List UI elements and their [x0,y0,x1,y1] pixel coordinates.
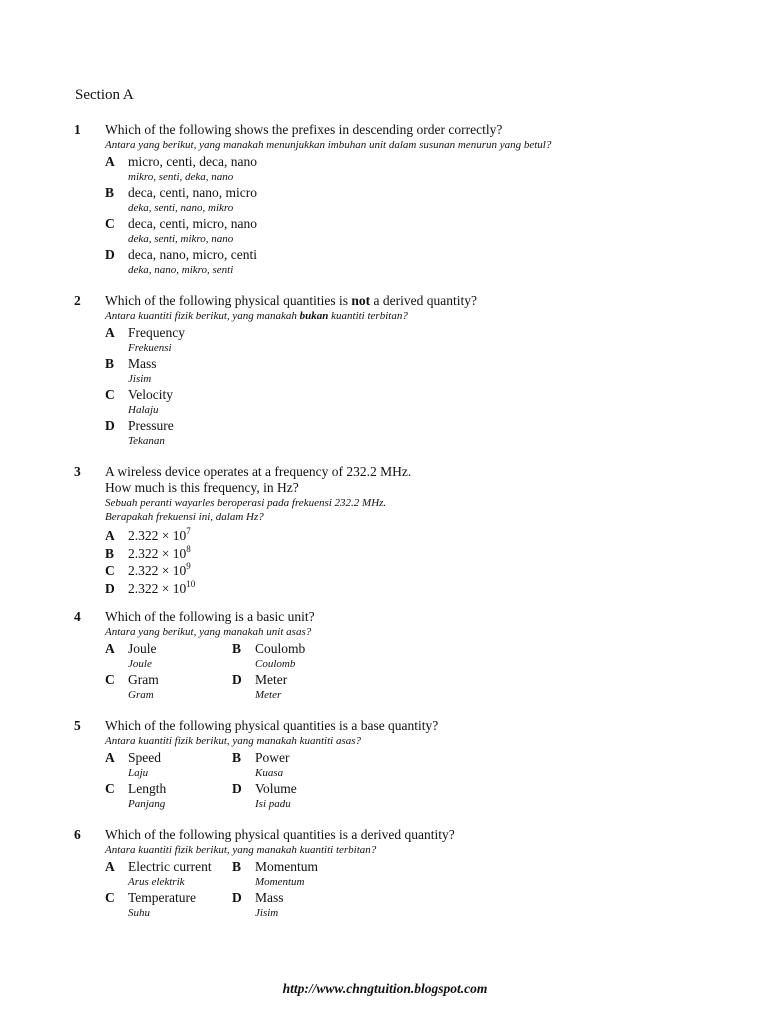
option-value: $2.322 \times 10^7$ [128,526,191,543]
option-b[interactable] [105,543,705,564]
option-d[interactable] [105,418,705,449]
section-title: Section A [75,87,134,103]
option-letter: D [105,247,115,262]
question-text-en: A wireless device operates at a frequency of 232.2 MHz. [105,464,412,479]
option-letter: C [105,672,115,687]
question-body [105,293,705,449]
question-text-en: Which of the following is a basic unit? [105,609,315,624]
option-letter: B [105,545,115,561]
option-a[interactable] [105,154,705,185]
exponent: 9 [186,561,191,571]
option-letter: A [105,325,115,340]
option-c[interactable] [105,216,705,247]
option-text-en: deca, centi, nano, micro [128,185,257,200]
option-text-en: Mass [128,356,157,371]
option-text-ms: Frekuensi [128,342,172,354]
option-text-ms: deka, nano, mikro, senti [128,264,234,276]
option-text-en: Momentum [255,859,318,874]
exponent: 8 [186,543,191,554]
option-text-en: Pressure [128,418,174,433]
option-letter: A [105,154,115,169]
option-letter: C [105,387,115,402]
option-letter: B [232,750,242,765]
option-letter: B [232,641,242,656]
question-number: 4 [74,609,81,624]
option-value: $2.322 \times 10^{10}$ [128,578,196,596]
option-grid [105,859,705,921]
option-text-ms: deka, senti, nano, mikro [128,202,234,214]
question-body [105,718,705,812]
option-letter: D [232,890,242,905]
option-text-ms: Coulomb [255,658,296,670]
option-value: $2.322 \times 10^9$ [128,561,191,578]
option-text-en: Frequency [128,325,185,340]
option-text-en: Gram [128,672,159,687]
question-body [105,827,705,921]
option-text-en: Temperature [128,890,197,905]
option-letter: A [105,859,115,874]
option-letter: B [232,859,242,874]
option-text-en: Volume [255,781,297,796]
option-letter: D [105,418,115,433]
option-letter: C [105,781,115,796]
question-text-en: Which of the following physical quantities is not a derived quantity? [105,293,477,308]
option-letter: B [105,185,115,200]
option-value: $2.322 \times 10^8$ [128,543,191,561]
option-list [105,325,705,449]
question-number: 3 [74,464,81,479]
option-d[interactable] [105,578,705,599]
option-text-en: deca, centi, micro, nano [128,216,257,231]
option-text-ms: Jisim [255,907,279,919]
footer-url: http://www.chngtuition.blogspot.com [282,981,488,996]
option-text-ms: Arus elektrik [128,876,185,888]
option-list [105,528,705,598]
option-b[interactable] [105,356,705,387]
option-letter: C [105,890,115,905]
question-text-ms: Berapakah frekuensi ini, dalam Hz? [105,511,264,523]
question-text-ms: Sebuah peranti wayarles beroperasi pada frekuensi 232.2 MHz. [105,497,387,509]
question-body [105,464,705,598]
option-a[interactable] [105,325,705,356]
option-text-ms: Laju [128,767,149,779]
option-text-ms: Kuasa [255,767,284,779]
option-text-ms: Joule [128,658,152,670]
option-letter: C [105,563,115,578]
option-text-ms: Panjang [128,798,166,810]
question-text-en: Which of the following physical quantities is a derived quantity? [105,827,455,842]
option-text-ms: Isi padu [255,798,291,810]
option-text-ms: mikro, senti, deka, nano [128,171,234,183]
question-text-en: Which of the following shows the prefixes in descending order correctly? [105,122,503,137]
option-list [105,154,705,278]
option-letter: A [105,641,115,656]
question-body [105,609,705,703]
question-text-ms: Antara kuantiti fizik berikut, yang manakah bukan kuantiti terbitan? [105,310,408,322]
question-text-ms: Antara yang berikut, yang manakah menunjukkan imbuhan unit dalam susunan menurun yang betul? [105,139,552,151]
option-text-ms: Momentum [255,876,305,888]
option-b[interactable] [105,185,705,216]
exponent: 10 [186,578,196,589]
option-text-ms: Suhu [128,907,150,919]
option-text-en: Speed [128,750,161,765]
option-letter: C [105,216,115,231]
option-text-en: Coulomb [255,641,306,656]
question-text-ms: Antara yang berikut, yang manakah unit asas? [105,626,312,638]
question-text-ms: Antara kuantiti fizik berikut, yang manakah kuantiti asas? [105,735,362,747]
option-text-en: micro, centi, deca, nano [128,154,257,169]
option-text-ms: Jisim [128,373,152,385]
option-text-ms: Halaju [128,404,159,416]
option-text-en: deca, nano, micro, centi [128,247,257,262]
option-text-en: Joule [128,641,157,656]
option-c[interactable] [105,387,705,418]
question-number: 6 [74,827,81,842]
option-text-en: Velocity [128,387,173,402]
emphasis-bukan: bukan [299,310,329,322]
option-letter: B [105,356,115,371]
question-body [105,122,705,278]
question-number: 1 [74,122,81,137]
option-text-ms: Gram [128,689,154,701]
option-text-en: Length [128,781,167,796]
question-text-en: How much is this frequency, in Hz? [105,480,299,495]
exponent: 7 [186,526,191,536]
option-text-ms: Meter [255,689,282,701]
question-text-en: Which of the following physical quantities is a base quantity? [105,718,439,733]
option-letter: A [105,528,115,543]
option-d[interactable] [105,247,705,278]
option-letter: D [232,672,242,687]
question-number: 2 [74,293,81,308]
option-a[interactable] [105,528,705,546]
option-letter: A [105,750,115,765]
option-text-en: Electric current [128,859,212,874]
option-letter: D [105,580,115,596]
option-text-ms: Tekanan [128,435,165,447]
option-text-en: Power [255,750,290,765]
option-text-en: Meter [255,672,288,687]
question-number: 5 [74,718,81,733]
option-text-en: Mass [255,890,284,905]
option-grid [105,750,705,812]
question-text-ms: Antara kuantiti fizik berikut, yang manakah kuantiti terbitan? [105,844,377,856]
option-letter: D [232,781,242,796]
option-text-ms: deka, senti, mikro, nano [128,233,234,245]
emphasis-not: not [351,293,371,308]
option-grid [105,641,705,703]
